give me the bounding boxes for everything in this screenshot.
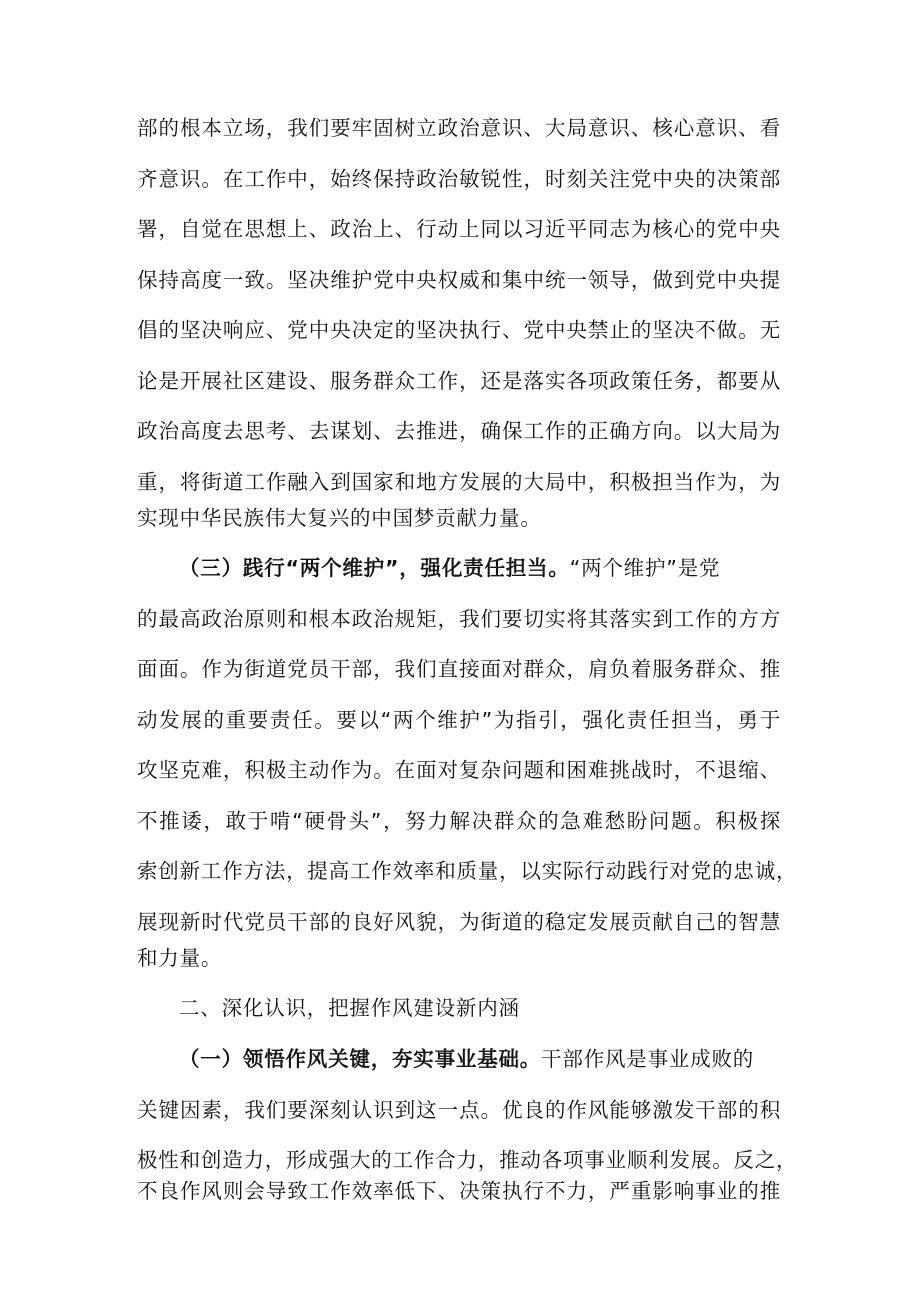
paragraph-first-line — [179, 553, 720, 583]
paragraph-line: 齐意识。在工作中，始终保持政治敏锐性，时刻关注党中央的决策部 — [137, 167, 781, 191]
paragraph-line: 不良作风则会导致工作效率低下、决策执行不力，严重影响事业的推 — [137, 1179, 781, 1203]
section-heading: 二、深化认识，把握作风建设新内涵 — [179, 996, 520, 1020]
paragraph-line: 极性和创造力，形成强大的工作合力，推动各项事业顺利发展。反之， — [137, 1148, 798, 1172]
paragraph-line: 关键因素，我们要深刻认识到这一点。优良的作风能够激发干部的积 — [137, 1098, 781, 1122]
paragraph-text: 干部作风是事业成败的 — [541, 1047, 755, 1071]
paragraph-line: 政治高度去思考、去谋划、去推进，确保工作的正确方向。以大局为 — [137, 419, 781, 443]
paragraph-first-line — [179, 1044, 754, 1074]
paragraph-line: 重，将街道工作融入到国家和地方发展的大局中，积极担当作为，为 — [137, 470, 781, 494]
paragraph-line: 实现中华民族伟大复兴的中国梦贡献力量。 — [137, 506, 542, 530]
paragraph-line: 攻坚克难，积极主动作为。在面对复杂问题和困难挑战时，不退缩、 — [137, 758, 781, 782]
paragraph-line: 不推诿，敢于啃“硬骨头”，努力解决群众的急难愁盼问题。积极探 — [137, 809, 781, 833]
paragraph-line: 面面。作为街道党员干部，我们直接面对群众，肩负着服务群众、推 — [137, 657, 781, 681]
paragraph-line: 倡的坚决响应、党中央决定的坚决执行、党中央禁止的坚决不做。无 — [137, 318, 781, 342]
subsection-heading: （三）践行“两个维护”，强化责任担当。 — [179, 556, 570, 580]
paragraph-line: 的最高政治原则和根本政治规矩，我们要切实将其落实到工作的方方 — [137, 607, 781, 631]
paragraph-line: 论是开展社区建设、服务群众工作，还是落实各项政策任务，都要从 — [137, 369, 781, 393]
paragraph-line: 索创新工作方法，提高工作效率和质量，以实际行动践行对党的忠诚， — [137, 859, 798, 883]
paragraph-line: 部的根本立场，我们要牢固树立政治意识、大局意识、核心意识、看 — [137, 116, 781, 140]
paragraph-line: 保持高度一致。坚决维护党中央权威和集中统一领导，做到党中央提 — [137, 268, 781, 292]
paragraph-line: 展现新时代党员干部的良好风貌，为街道的稳定发展贡献自己的智慧 — [137, 910, 781, 934]
subsection-heading: （一）领悟作风关键，夯实事业基础。 — [179, 1047, 542, 1071]
paragraph-text: “两个维护”是党 — [569, 556, 721, 580]
paragraph-line: 和力量。 — [137, 946, 223, 970]
paragraph-line: 署，自觉在思想上、政治上、行动上同以习近平同志为核心的党中央 — [137, 217, 781, 241]
paragraph-line: 动发展的重要责任。要以“两个维护”为指引，强化责任担当，勇于 — [137, 708, 781, 732]
